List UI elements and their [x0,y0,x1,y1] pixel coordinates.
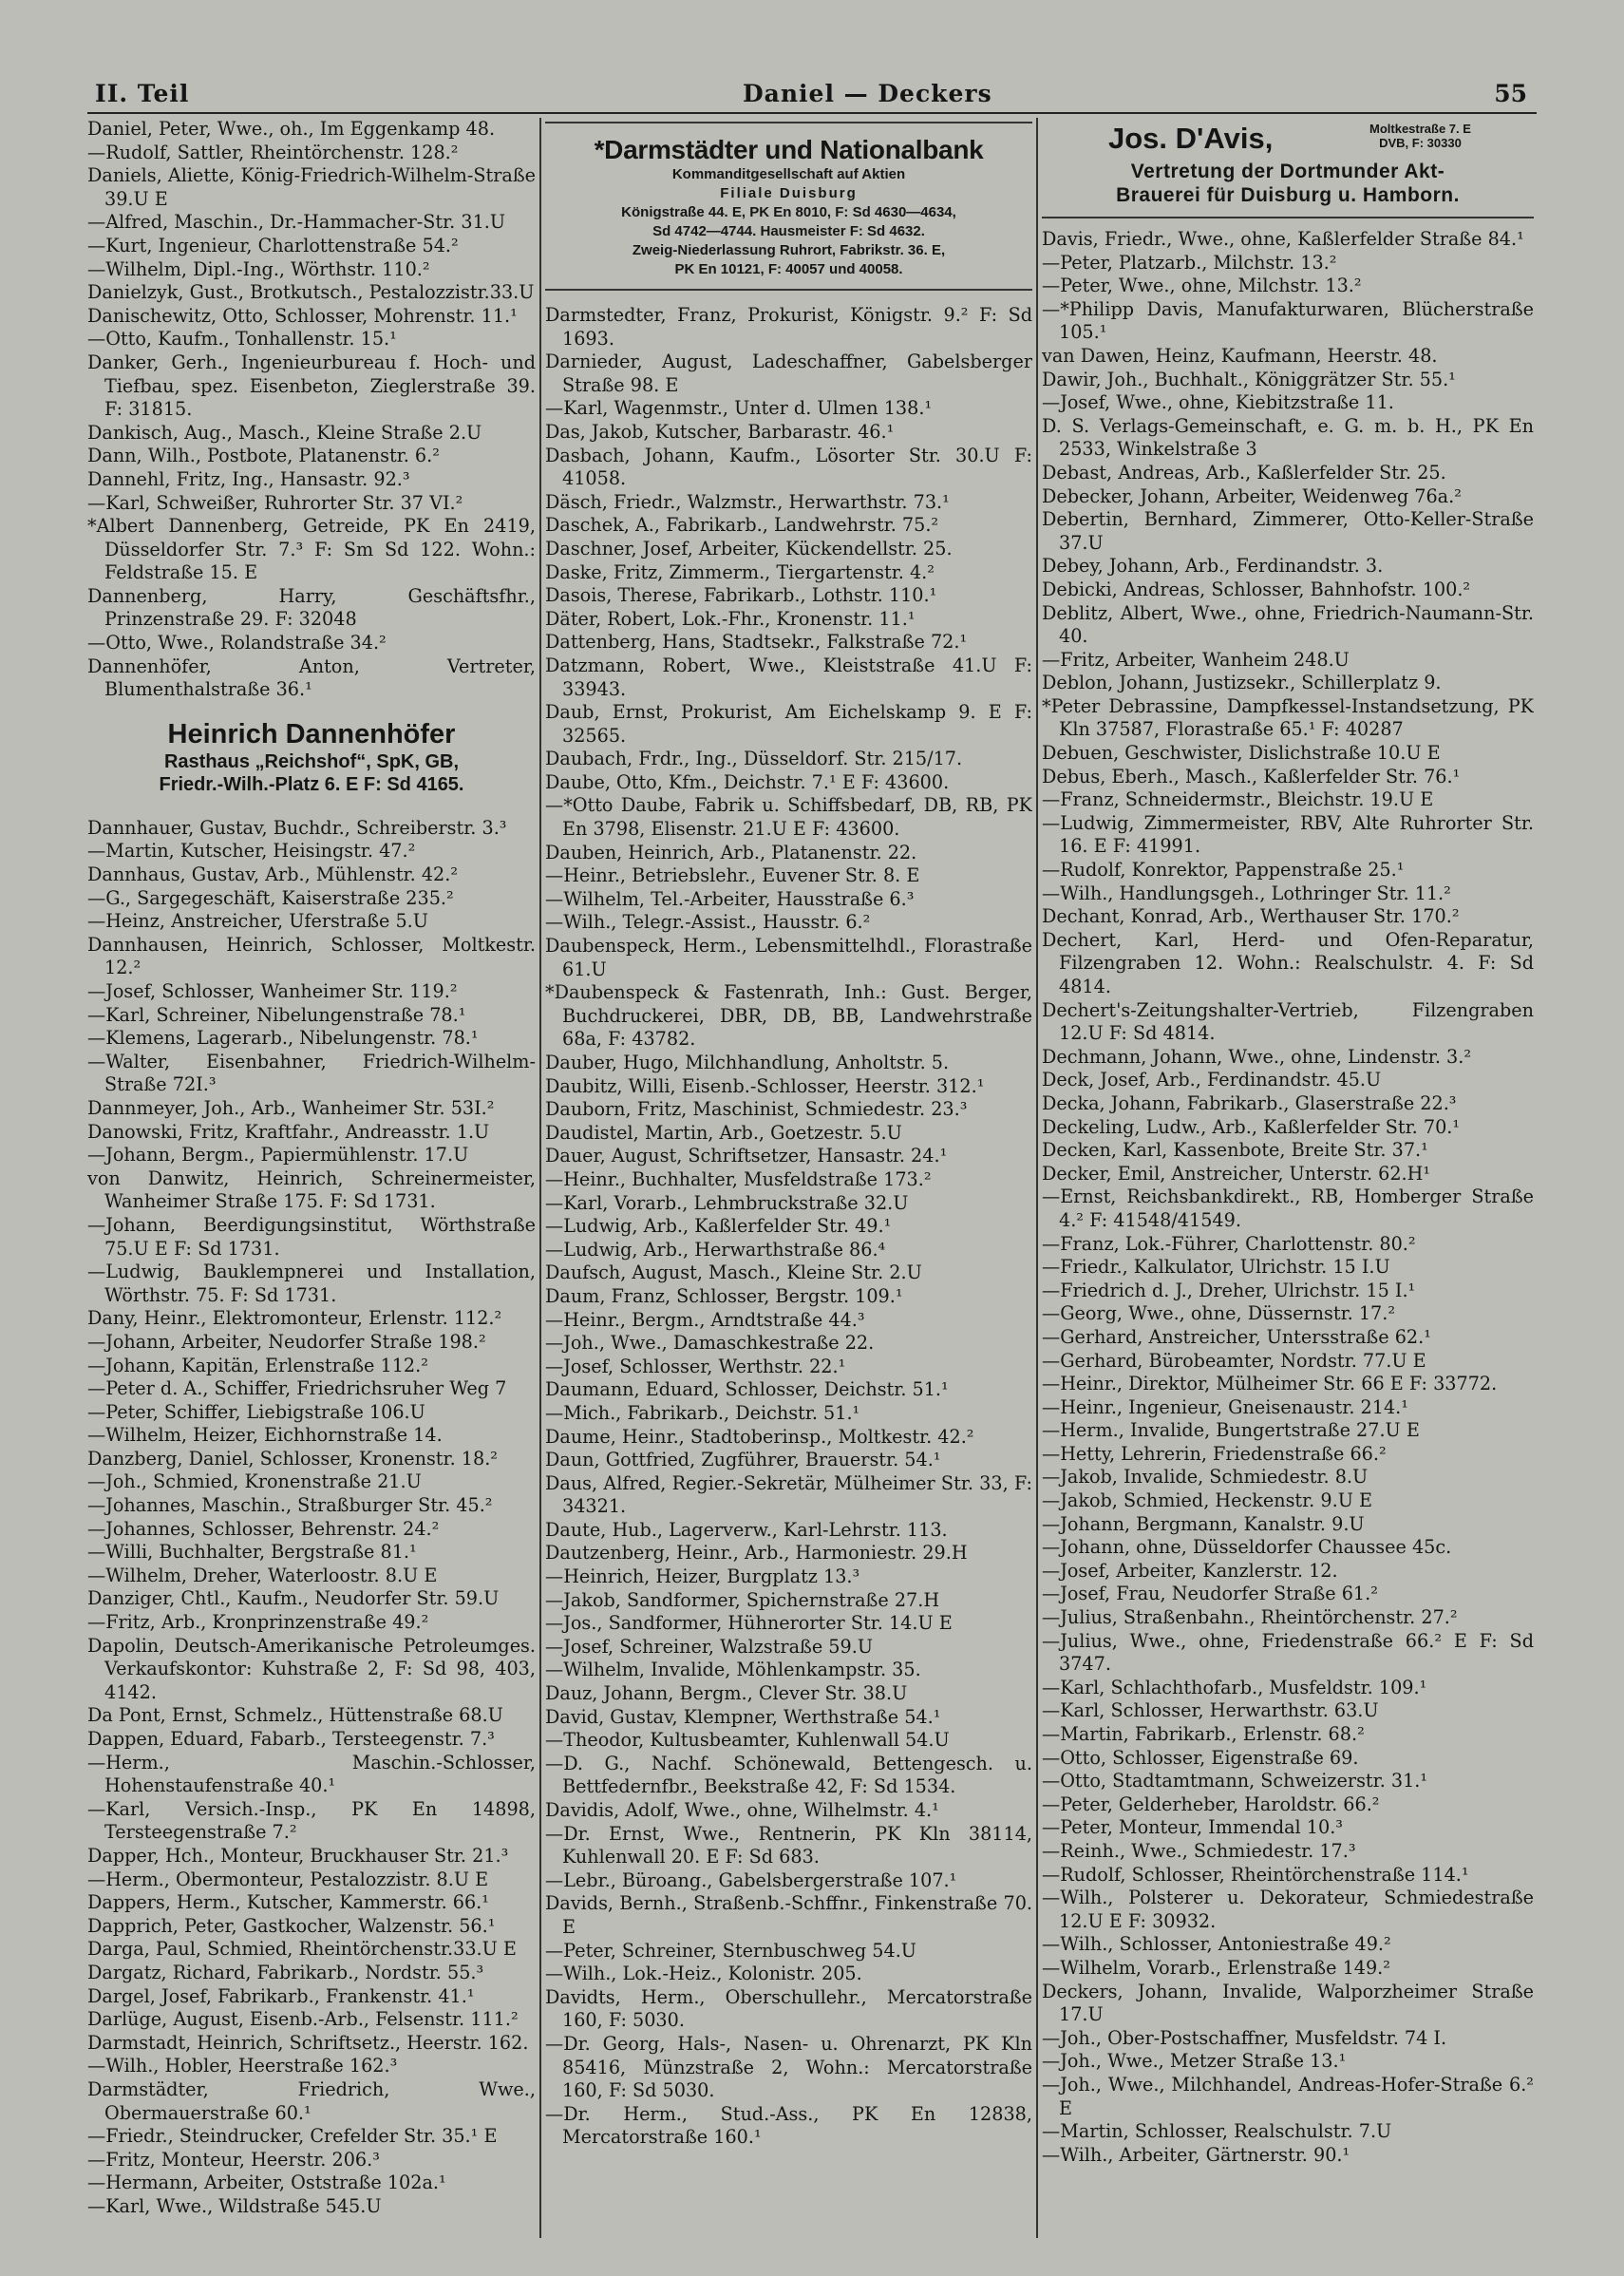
directory-entry: Davidis, Adolf, Wwe., ohne, Wilhelmstr. 4.¹ [545,1799,939,1821]
directory-entry: —Heinz, Anstreicher, Uferstraße 5.U [87,910,428,933]
directory-entry: —Dr. Georg, Hals-, Nasen- u. Ohrenarzt, PK Kln 85416, Münzstraße 2, Wohn.: Mercatorstraße 160, F: Sd 5030. [545,2032,1032,2102]
directory-entry: Dawir, Joh., Buchhalt., Königgrätzer Str. 55.¹ [1042,368,1456,390]
directory-entry: Dauber, Hugo, Milchhandlung, Anholtstr. 5. [545,1052,950,1073]
directory-entry: —Peter, Platzarb., Milchstr. 13.² [1042,251,1337,274]
directory-entry: —Peter, Gelderheber, Haroldstr. 66.² [1042,1792,1380,1815]
directory-entry: —Georg, Wwe., ohne, Düssernstr. 17.² [1042,1302,1396,1325]
directory-entry: —Wilhelm, Dipl.-Ing., Wörthstr. 110.² [87,257,430,280]
directory-entry: —Wilhelm, Tel.-Arbeiter, Hausstraße 6.³ [545,887,915,910]
advert-line: Filiale Duisburg [720,185,858,201]
directory-entry: Dargel, Josef, Fabrikarb., Frankenstr. 41.¹ [87,1984,475,2007]
directory-entry: Dechert, Karl, Herd- und Ofen-Reparatur, Filzengraben 12. Wohn.: Realschulstr. 4. F: Sd 4814. [1042,928,1534,997]
directory-entry: Dapolin, Deutsch-Amerikanische Petroleumges. Verkaufskontor: Kuhstraße 2, F: Sd 98, 403, 4142. [87,1634,536,1703]
directory-entry: Dannenberg, Harry, Geschäftsfhr., Prinzenstraße 29. F: 32048 [87,584,536,631]
advert-address-line: Moltkestraße 7. E [1369,122,1471,136]
directory-entry: Dauz, Johann, Bergm., Clever Str. 38.U [545,1682,908,1705]
directory-entry: —Wilh., Arbeiter, Gärtnerstr. 90.¹ [1042,2143,1350,2166]
directory-entry: Dechant, Konrad, Arb., Werthauser Str. 170.² [1042,905,1460,928]
directory-entry: —Wilh., Handlungsgeh., Lothringer Str. 11.² [1042,882,1451,904]
directory-entry: —Wilh., Polsterer u. Dekorateur, Schmiedestraße 12.U E F: 30932. [1042,1887,1534,1932]
directory-entry: Danielzyk, Gust., Brotkutsch., Pestalozzistr.33.U [87,281,535,304]
directory-entry: —Josef, Schreiner, Walzstraße 59.U [545,1635,873,1658]
directory-entry: Daube, Otto, Kfm., Deichstr. 7.¹ E F: 43600. [545,770,950,793]
directory-entry: Datzmann, Robert, Wwe., Kleiststraße 41.U F: 33943. [545,654,1032,700]
directory-entry: —Ludwig, Zimmermeister, RBV, Alte Ruhrorter Str. 16. E F: 41991. [1042,811,1534,858]
directory-entry: Dechmann, Johann, Wwe., ohne, Lindenstr. 3.² [1042,1045,1472,1068]
directory-entry: Davids, Bernh., Straßenb.-Schffnr., Finkenstraße 70. E [545,1892,1032,1938]
advert-title: Jos. D'Avis, [1108,122,1274,155]
entry-list [87,118,536,702]
directory-entry: David, Gustav, Klempner, Werthstraße 54.¹ [545,1705,941,1728]
directory-entry: —Karl, Schreiner, Nibelungenstraße 78.¹ [87,1003,466,1026]
directory-entry: —Karl, Schweißer, Ruhrorter Str. 37 VI.² [87,491,463,514]
directory-entry: —Friedr., Kalkulator, Ulrichstr. 15 I.U [1042,1256,1390,1279]
directory-entry: —Peter, Schiffer, Liebigstraße 106.U [87,1400,425,1423]
advert-line: Brauerei für Duisburg u. Hamborn. [1116,184,1460,206]
directory-entry: Dechert's-Zeitungshalter-Vertrieb, Filzengraben 12.U F: Sd 4814. [1042,998,1534,1045]
directory-entry: —Friedrich d. J., Dreher, Ulrichstr. 15 I.¹ [1042,1279,1416,1301]
directory-entry: —Wilhelm, Heizer, Eichhornstraße 14. [87,1424,443,1447]
advert-address [1369,122,1471,150]
directory-entry: Dannhauer, Gustav, Buchdr., Schreiberstr. 3.³ [87,816,507,839]
directory-entry: Dannmeyer, Joh., Arb., Wanheimer Str. 53I.² [87,1096,495,1119]
directory-entry: Danziger, Chtl., Kaufm., Neudorfer Str. 59.U [87,1587,500,1610]
directory-entry: Decken, Karl, Kassenbote, Breite Str. 37.¹ [1042,1139,1428,1162]
directory-entry: —Joh., Wwe., Damaschkestraße 22. [545,1332,875,1355]
directory-entry: Dappen, Eduard, Fabarb., Tersteegenstr. 7.³ [87,1728,495,1750]
directory-entry: —Fritz, Monteur, Heerstr. 206.³ [87,2148,380,2171]
directory-entry: —Wilh., Telegr.-Assist., Hausstr. 6.² [545,911,871,934]
directory-entry: —Johann, Bergmann, Kanalstr. 9.U [1042,1512,1365,1535]
directory-entry: —Willi, Buchhalter, Bergstraße 81.¹ [87,1541,417,1564]
directory-entry: —Heinr., Direktor, Mülheimer Str. 66 E F: 33772. [1042,1373,1498,1395]
directory-entry: —Wilh., Schlosser, Antoniestraße 49.² [1042,1933,1391,1956]
directory-entry: —Wilhelm, Vorarb., Erlenstraße 149.² [1042,1956,1390,1979]
directory-entry: Daudistel, Martin, Arb., Goetzestr. 5.U [545,1121,902,1144]
directory-entry: Debertin, Bernhard, Zimmerer, Otto-Keller-Straße 37.U [1042,508,1534,554]
directory-entry: —Dr. Herm., Stud.-Ass., PK En 12838, Mercatorstraße 160.¹ [545,2102,1032,2149]
directory-entry: Davis, Friedr., Wwe., ohne, Kaßlerfelder Straße 84.¹ [1042,228,1524,250]
directory-entry: —Rudolf, Konrektor, Pappenstraße 25.¹ [1042,859,1405,882]
directory-entry: —Otto, Wwe., Rolandstraße 34.² [87,632,387,654]
advert-address-line: DVB, F: 30330 [1379,136,1462,150]
directory-entry: —Ludwig, Arb., Kaßlerfelder Str. 49.¹ [545,1215,892,1238]
directory-entry: —Heinr., Buchhalter, Musfeldstraße 173.² [545,1167,932,1190]
directory-entry: Deckeling, Ludw., Arb., Kaßlerfelder Str. 70.¹ [1042,1115,1461,1138]
directory-entry: Debey, Johann, Arb., Ferdinandstr. 3. [1042,555,1384,578]
directory-entry: —Franz, Schneidermstr., Bleichstr. 19.U E [1042,788,1434,811]
directory-entry: —Dr. Ernst, Wwe., Rentnerin, PK Kln 38114, Kuhlenwall 20. E F: Sd 683. [545,1822,1032,1868]
directory-entry: —Martin, Schlosser, Realschulstr. 7.U [1042,2120,1392,2143]
directory-entry: —Heinr., Ingenieur, Gneisenaustr. 214.¹ [1042,1395,1408,1418]
directory-entry: Dasbach, Johann, Kaufm., Lösorter Str. 30.U F: 41058. [545,444,1032,490]
directory-entry: —Hermann, Arbeiter, Oststraße 102a.¹ [87,2172,446,2194]
directory-entry: —Johann, Bergm., Papiermühlenstr. 17.U [87,1144,469,1166]
directory-entry: Dattenberg, Hans, Stadtsekr., Falkstraße 72.¹ [545,631,968,654]
directory-entry: Debicki, Andreas, Schlosser, Bahnhofstr. 100.² [1042,578,1471,600]
directory-entry: —*Philipp Davis, Manufakturwaren, Blücherstraße 105.¹ [1042,297,1534,344]
bank-advert [545,122,1032,291]
directory-entry: —Wilhelm, Dreher, Waterloostr. 8.U E [87,1564,438,1586]
directory-entry: —Karl, Vorarb., Lehmbruckstraße 32.U [545,1191,909,1214]
header-rule [87,112,1537,114]
directory-entry: Das, Jakob, Kutscher, Barbarastr. 46.¹ [545,420,895,443]
directory-entry: Dappers, Herm., Kutscher, Kammerstr. 66.¹ [87,1891,489,1914]
directory-entry: —Johannes, Maschin., Straßburger Str. 45.² [87,1494,493,1517]
directory-entry: —Martin, Kutscher, Heisingstr. 47.² [87,840,416,863]
directory-entry: Daubitz, Willi, Eisenb.-Schlosser, Heerstr. 312.¹ [545,1074,985,1097]
directory-entry: —Joh., Wwe., Milchhandel, Andreas-Hofer-Straße 6.² E [1042,2073,1534,2119]
directory-entry: —Ludwig, Arb., Herwarthstraße 86.⁴ [545,1238,886,1261]
directory-entry: —Heinr., Bergm., Arndtstraße 44.³ [545,1308,865,1331]
directory-entry: Daub, Ernst, Prokurist, Am Eichelskamp 9. E F: 32565. [545,701,1032,747]
directory-entry: —Johannes, Schlosser, Behrenstr. 24.² [87,1517,440,1540]
advert-line: Zweig-Niederlassung Ruhrort, Fabrikstr. 36. E, [632,242,946,258]
directory-entry: —Johann, Arbeiter, Neudorfer Straße 198.² [87,1330,486,1353]
directory-entry: —Theodor, Kultusbeamter, Kuhlenwall 54.U [545,1729,950,1752]
entry-list [1042,228,1534,2167]
directory-entry: *Peter Debrassine, Dampfkessel-Instandsetzung, PK Kln 37587, Florastraße 65.¹ F: 40287 [1042,694,1534,741]
section-label: II. Teil [95,80,190,107]
directory-entry: Danischewitz, Otto, Schlosser, Mohrenstr. 11.¹ [87,304,518,327]
directory-entry: Daufsch, August, Masch., Kleine Str. 2.U [545,1261,922,1284]
directory-entry: —Johann, Beerdigungsinstitut, Wörthstraße 75.U E F: Sd 1731. [87,1213,536,1260]
directory-entry: Dannehl, Fritz, Ing., Hansastr. 92.³ [87,467,410,490]
directory-entry: —Herm., Maschin.-Schlosser, Hohenstaufenstraße 40.¹ [87,1751,536,1797]
directory-entry: —Karl, Wagenmstr., Unter d. Ulmen 138.¹ [545,397,933,420]
advert-line: Sd 4742—4744. Hausmeister F: Sd 4632. [652,223,925,239]
directory-entry: —Karl, Schlosser, Herwarthstr. 63.U [1042,1699,1379,1722]
directory-entry: Decka, Johann, Fabrikarb., Glaserstraße 22.³ [1042,1091,1457,1114]
directory-entry: Debuen, Geschwister, Dislichstraße 10.U E [1042,742,1441,765]
directory-entry: —Otto, Stadtamtmann, Schweizerstr. 31.¹ [1042,1770,1428,1792]
directory-entry: Daus, Alfred, Regier.-Sekretär, Mülheimer Str. 33, F: 34321. [545,1471,1032,1518]
column-divider [1036,118,1038,2238]
directory-entry: Darnieder, August, Ladeschaffner, Gabelsberger Straße 98. E [545,351,1032,396]
directory-entry: Dannhausen, Heinrich, Schlosser, Moltkestr. 12.² [87,933,536,979]
entry-list [87,817,536,2219]
directory-entry: Dasois, Therese, Fabrikarb., Lothstr. 110.¹ [545,584,937,607]
directory-entry: Deblitz, Albert, Wwe., ohne, Friedrich-Naumann-Str. 40. [1042,601,1534,648]
directory-entry: —Karl, Versich.-Insp., PK En 14898, Tersteegenstraße 7.² [87,1797,536,1844]
column-1 [87,118,536,2238]
directory-entry: Daniels, Aliette, König-Friedrich-Wilhelm-Straße 39.U E [87,164,536,210]
directory-entry: —Otto, Kaufm., Tonhallenstr. 15.¹ [87,328,397,351]
directory-entry: Daschek, A., Fabrikarb., Landwehrstr. 75.² [545,514,939,537]
directory-entry: —Julius, Wwe., ohne, Friedenstraße 66.² E F: Sd 3747. [1042,1629,1534,1676]
directory-entry: Dargatz, Richard, Fabrikarb., Nordstr. 55.³ [87,1961,484,1983]
page-number: 55 [1494,80,1527,107]
directory-entry: —Wilhelm, Invalide, Möhlenkampstr. 35. [545,1659,921,1681]
directory-entry: —Gerhard, Bürobeamter, Nordstr. 77.U E [1042,1349,1426,1372]
directory-entry: Darga, Paul, Schmied, Rheintörchenstr.33.U E [87,1938,517,1961]
directory-entry: van Dawen, Heinz, Kaufmann, Heerstr. 48. [1042,344,1438,367]
directory-entry: Danowski, Fritz, Kraftfahr., Andreasstr. 1.U [87,1120,490,1143]
directory-entry: Darmstädter, Friedrich, Wwe., Obermauerstraße 60.¹ [87,2077,536,2124]
directory-entry: —Gerhard, Anstreicher, Untersstraße 62.¹ [1042,1325,1431,1348]
name-range: Daniel — Deckers [743,80,992,107]
advert-line: Kommanditgesellschaft auf Aktien [671,166,906,182]
directory-entry: —Herm., Invalide, Bungertstraße 27.U E [1042,1419,1420,1442]
directory-entry: —Karl, Schlachthofarb., Musfeldstr. 109.¹ [1042,1676,1427,1698]
directory-entry: Deckers, Johann, Invalide, Walporzheimer Straße 17.U [1042,1980,1534,2026]
directory-entry: —Joh., Ober-Postschaffner, Musfeldstr. 74 I. [1042,2026,1447,2049]
directory-entry: Dauer, August, Schriftsetzer, Hansastr. 24.¹ [545,1145,948,1167]
directory-entry: —Ernst, Reichsbankdirekt., RB, Homberger Straße 4.² F: 41548/41549. [1042,1185,1534,1231]
directory-entry: —Johann, ohne, Düsseldorfer Chaussee 45c. [1042,1536,1452,1559]
directory-entry: Dany, Heinr., Elektromonteur, Erlenstr. 112.² [87,1307,502,1330]
directory-entry: Darmstedter, Franz, Prokurist, Königstr. 9.² F: Sd 1693. [545,304,1032,350]
directory-entry: —Walter, Eisenbahner, Friedrich-Wilhelm-Straße 72I.³ [87,1050,536,1096]
directory-entry: Darmstadt, Heinrich, Schriftsetz., Heerstr. 162. [87,2031,529,2054]
directory-entry: —Peter, Monteur, Immendal 10.³ [1042,1816,1344,1839]
directory-entry: —Josef, Wwe., ohne, Kiebitzstraße 11. [1042,391,1394,414]
directory-entry: Daute, Hub., Lagerverw., Karl-Lehrstr. 113. [545,1518,948,1541]
dannenhoefer-advert [87,719,536,796]
directory-entry: Daschner, Josef, Arbeiter, Kückendellstr. 25. [545,537,953,560]
directory-entry: —Josef, Arbeiter, Kanzlerstr. 12. [1042,1559,1338,1582]
directory-entry: —Josef, Frau, Neudorfer Straße 61.² [1042,1583,1378,1605]
directory-entry: Daubach, Frdr., Ing., Düsseldorf. Str. 215/17. [545,748,963,770]
directory-entry: Danker, Gerh., Ingenieurbureau f. Hoch- und Tiefbau, spez. Eisenbeton, Zieglerstraße 39. F: 31815. [87,351,536,421]
directory-entry: —Otto, Schlosser, Eigenstraße 69. [1042,1746,1359,1769]
advert-line: Rasthaus „Reichshof“, SpK, GB, [163,750,460,772]
directory-entry: Dankisch, Aug., Masch., Kleine Straße 2.U [87,421,482,444]
directory-entry: Deblon, Johann, Justizsekr., Schillerplatz 9. [1042,672,1442,694]
directory-entry: Daume, Heinr., Stadtoberinsp., Moltkestr. 42.² [545,1425,974,1448]
directory-entry: Dannhaus, Gustav, Arb., Mühlenstr. 42.² [87,863,459,886]
directory-entry: —Jakob, Invalide, Schmiedestr. 8.U [1042,1466,1369,1489]
advert-line: Friedr.-Wilh.-Platz 6. E F: Sd 4165. [159,773,464,795]
directory-entry: —Franz, Lok.-Führer, Charlottenstr. 80.² [1042,1232,1416,1255]
directory-entry: —Peter d. A., Schiffer, Friedrichsruher Weg 7 [87,1377,507,1400]
directory-entry: —Heinrich, Heizer, Burgplatz 13.³ [545,1565,860,1588]
directory-entry: *Albert Dannenberg, Getreide, PK En 2419, Düsseldorfer Str. 7.³ F: Sm Sd 122. Wohn.: Feldstraße 15. E [87,515,536,584]
directory-entry: Da Pont, Ernst, Schmelz., Hüttenstraße 68.U [87,1704,503,1727]
directory-entry: —Heinr., Betriebslehr., Euvener Str. 8. E [545,864,920,887]
directory-entry: —Karl, Wwe., Wildstraße 545.U [87,2194,382,2217]
directory-entry: D. S. Verlags-Gemeinschaft, e. G. m. b. H., PK En 2533, Winkelstraße 3 [1042,414,1534,461]
directory-entry: Davidts, Herm., Oberschullehr., Mercatorstraße 160, F: 5030. [545,1985,1032,2032]
directory-entry: Darlüge, August, Eisenb.-Arb., Felsenstr. 111.² [87,2008,519,2031]
directory-entry: Decker, Emil, Anstreicher, Unterstr. 62.H¹ [1042,1162,1431,1185]
advert-title: *Darmstädter und Nationalbank [594,135,984,164]
directory-entry: Dapper, Hch., Monteur, Bruckhauser Str. 21.³ [87,1844,509,1867]
directory-entry: —Jos., Sandformer, Hühnerorter Str. 14.U E [545,1612,953,1635]
directory-entry: Dautzenberg, Heinr., Arb., Harmoniestr. 29.H [545,1542,968,1565]
directory-entry: Dann, Wilh., Postbote, Platanenstr. 6.² [87,445,440,467]
directory-entry: Daun, Gottfried, Zugführer, Brauerstr. 54.¹ [545,1449,941,1471]
directory-entry: —Ludwig, Bauklempnerei und Installation, Wörthstr. 75. F: Sd 1731. [87,1261,536,1306]
directory-entry: Daubenspeck, Herm., Lebensmittelhdl., Florastraße 61.U [545,935,1032,980]
column-3 [1042,118,1534,2238]
column-divider [539,118,541,2238]
directory-entry: —Peter, Wwe., ohne, Milchstr. 13.² [1042,275,1362,297]
directory-entry: Dauborn, Fritz, Maschinist, Schmiedestr. 23.³ [545,1098,968,1121]
directory-entry: —*Otto Daube, Fabrik u. Schiffsbedarf, DB, RB, PK En 3798, Elisenstr. 21.U E F: 43600. [545,794,1032,841]
directory-entry: Debus, Eberh., Masch., Kaßlerfelder Str. 76.¹ [1042,765,1461,787]
directory-entry: Dannenhöfer, Anton, Vertreter, Blumenthalstraße 36.¹ [87,654,536,701]
advert-line: Königstraße 44. E, PK En 8010, F: Sd 4630—4634, [621,204,956,220]
directory-entry: —Martin, Fabrikarb., Erlenstr. 68.² [1042,1723,1365,1745]
directory-entry: —Julius, Straßenbahn., Rheintörchenstr. 27.² [1042,1606,1458,1629]
directory-entry: Debast, Andreas, Arb., Kaßlerfelder Str. 25. [1042,461,1446,484]
advert-line: PK En 10121, F: 40057 und 40058. [674,261,903,277]
directory-entry: von Danwitz, Heinrich, Schreinermeister, Wanheimer Straße 175. F: Sd 1731. [87,1166,536,1213]
directory-entry: Daske, Fritz, Zimmerm., Tiergartenstr. 4.² [545,560,935,583]
advert-line: Vertretung der Dortmunder Akt- [1130,161,1445,182]
directory-entry: —G., Sargegeschäft, Kaiserstraße 235.² [87,886,454,909]
directory-entry: —Mich., Fabrikarb., Deichstr. 51.¹ [545,1401,860,1424]
directory-entry: —Rudolf, Sattler, Rheintörchenstr. 128.² [87,141,459,163]
directory-entry: Danzberg, Daniel, Schlosser, Kronenstr. 18.² [87,1447,498,1470]
directory-entry: Deck, Josef, Arb., Ferdinandstr. 45.U [1042,1069,1382,1091]
directory-entry: —Hetty, Lehrerin, Friedenstraße 66.² [1042,1442,1387,1465]
directory-entry: —Fritz, Arb., Kronprinzenstraße 49.² [87,1611,429,1634]
directory-entry: —Josef, Schlosser, Werthstr. 22.¹ [545,1355,846,1377]
directory-entry: —Wilh., Hobler, Heerstraße 162.³ [87,2055,398,2077]
page-header [87,74,1537,112]
directory-entry: —Josef, Schlosser, Wanheimer Str. 119.² [87,980,458,1002]
directory-entry: Dauben, Heinrich, Arb., Platanenstr. 22. [545,841,917,863]
directory-entry: Däsch, Friedr., Walzmstr., Herwarthstr. 73.¹ [545,490,950,513]
directory-entry: —Wilh., Lok.-Heiz., Kolonistr. 205. [545,1963,862,1985]
directory-entry: —Joh., Wwe., Metzer Straße 13.¹ [1042,2050,1347,2073]
directory-entry: —Fritz, Arbeiter, Wanheim 248.U [1042,648,1350,671]
directory-entry: Daniel, Peter, Wwe., oh., Im Eggenkamp 48. [87,118,496,140]
davis-advert [1042,122,1534,218]
directory-entry: —Kurt, Ingenieur, Charlottenstraße 54.² [87,234,459,256]
directory-entry: Daumann, Eduard, Schlosser, Deichstr. 51.¹ [545,1378,949,1401]
directory-entry: Daum, Franz, Schlosser, Bergstr. 109.¹ [545,1284,903,1307]
directory-entry: —Joh., Schmied, Kronenstraße 21.U [87,1470,422,1493]
directory-entry: —Friedr., Steindrucker, Crefelder Str. 35.¹ E [87,2125,498,2148]
directory-entry: —Johann, Kapitän, Erlenstraße 112.² [87,1354,428,1376]
directory-entry: —Rudolf, Schlosser, Rheintörchenstraße 114.¹ [1042,1863,1469,1886]
column-2 [545,118,1032,2238]
directory-entry: —Jakob, Schmied, Heckenstr. 9.U E [1042,1489,1372,1512]
directory-entry: —Peter, Schreiner, Sternbuschweg 54.U [545,1939,916,1962]
directory-entry: —Herm., Obermonteur, Pestalozzistr. 8.U E [87,1868,489,1890]
directory-entry: Dapprich, Peter, Gastkocher, Walzenstr. 56.¹ [87,1914,496,1937]
directory-entry: —Reinh., Wwe., Schmiedestr. 17.³ [1042,1839,1356,1862]
directory-entry: —D. G., Nachf. Schönewald, Bettengesch. u. Bettfedernfbr., Beekstraße 42, F: Sd 1534. [545,1752,1032,1798]
entry-list [545,304,1032,2150]
directory-entry: Däter, Robert, Lok.-Fhr., Kronenstr. 11.¹ [545,607,916,630]
advert-title: Heinrich Dannenhöfer [167,718,456,749]
directory-entry: —Jakob, Sandformer, Spichernstraße 27.H [545,1588,940,1611]
directory-entry: —Klemens, Lagerarb., Nibelungenstr. 78.¹ [87,1027,479,1050]
directory-entry: —Alfred, Maschin., Dr.-Hammacher-Str. 31.U [87,211,506,234]
directory-entry: Debecker, Johann, Arbeiter, Weidenweg 76a.² [1042,484,1462,507]
directory-entry: —Lebr., Büroang., Gabelsbergerstraße 107.¹ [545,1868,957,1891]
directory-entry: *Daubenspeck & Fastenrath, Inh.: Gust. Berger, Buchdruckerei, DBR, DB, BB, Landwehrstraße 68a, F: 43782. [545,981,1032,1051]
